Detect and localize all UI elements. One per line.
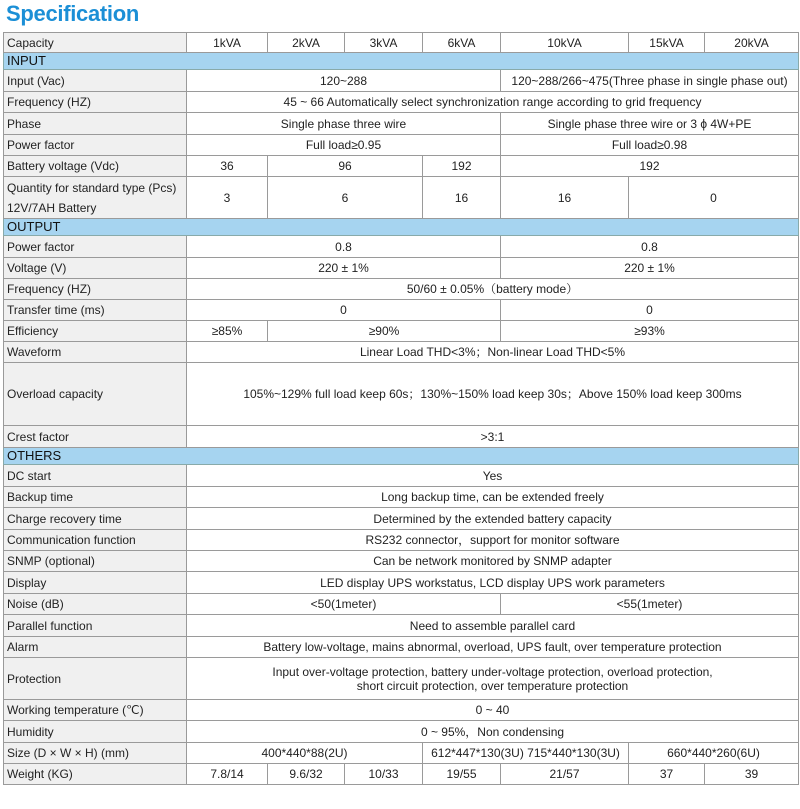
value-cell: Full load≥0.95 [187, 135, 501, 156]
table-row [4, 300, 799, 321]
value-cell: Yes [187, 465, 799, 487]
value-cell: 0.8 [187, 236, 501, 258]
protection-line-2: short circuit protection, over temperature protection [356, 678, 629, 693]
table-row [4, 721, 799, 743]
table-row [4, 530, 799, 551]
value-cell: ≥93% [501, 321, 799, 342]
row-label: Quantity for standard type (Pcs) 12V/7AH Battery [4, 177, 187, 219]
value-cell: Single phase three wire [187, 113, 501, 135]
value-cell: Long backup time, can be extended freely [187, 487, 799, 508]
table-row [4, 764, 799, 785]
table-row [4, 258, 799, 279]
section-title: OUTPUT [4, 219, 799, 236]
capacity-cell: 1kVA [187, 33, 268, 53]
page-title: Specification [6, 1, 140, 26]
table-row [4, 465, 799, 487]
value-cell: 660*440*260(6U) [629, 743, 799, 764]
value-cell: 50/60 ± 0.05%（battery mode） [187, 279, 799, 300]
value-cell: 3 [187, 177, 268, 219]
row-label: DC start [4, 465, 187, 487]
value-cell: Battery low-voltage, mains abnormal, overload, UPS fault, over temperature protection [187, 637, 799, 658]
row-label: Waveform [4, 342, 187, 363]
capacity-cell: 2kVA [268, 33, 345, 53]
value-cell: 19/55 [423, 764, 501, 785]
table-row [4, 279, 799, 300]
value-cell: 36 [187, 156, 268, 177]
table-row [4, 135, 799, 156]
row-label: SNMP (optional) [4, 551, 187, 572]
value-cell: 6 [268, 177, 423, 219]
value-cell: ≥85% [187, 321, 268, 342]
value-cell: Can be network monitored by SNMP adapter [187, 551, 799, 572]
row-label: Battery voltage (Vdc) [4, 156, 187, 177]
row-label: Frequency (HZ) [4, 279, 187, 300]
row-label: Backup time [4, 487, 187, 508]
row-label: Charge recovery time [4, 508, 187, 530]
value-cell: Full load≥0.98 [501, 135, 799, 156]
table-row [4, 637, 799, 658]
table-row [4, 572, 799, 594]
value-cell: 0 [629, 177, 799, 219]
section-header-output [4, 219, 799, 236]
value-cell: 0 [501, 300, 799, 321]
value-cell: 0 ~ 40 [187, 700, 799, 721]
row-label: Phase [4, 113, 187, 135]
row-label: Overload capacity [4, 363, 187, 426]
value-cell [187, 658, 799, 700]
capacity-cell: 20kVA [705, 33, 799, 53]
value-cell: >3:1 [187, 426, 799, 448]
table-row [4, 594, 799, 615]
value-cell: 7.8/14 [187, 764, 268, 785]
value-cell: 9.6/32 [268, 764, 345, 785]
value-cell: 0 ~ 95%，Non condensing [187, 721, 799, 743]
value-cell: 16 [501, 177, 629, 219]
value-cell: 0.8 [501, 236, 799, 258]
capacity-cell: 15kVA [629, 33, 705, 53]
value-cell: 10/33 [345, 764, 423, 785]
value-cell: Linear Load THD<3%；Non-linear Load THD<5% [187, 342, 799, 363]
row-label: Weight (KG) [4, 764, 187, 785]
row-label: Frequency (HZ) [4, 92, 187, 113]
table-row [4, 487, 799, 508]
row-label: Alarm [4, 637, 187, 658]
row-label: Working temperature (℃) [4, 700, 187, 721]
value-cell: 21/57 [501, 764, 629, 785]
row-label: Parallel function [4, 615, 187, 637]
value-cell: 37 [629, 764, 705, 785]
row-label: Noise (dB) [4, 594, 187, 615]
table-row [4, 92, 799, 113]
table-row [4, 236, 799, 258]
value-cell: 192 [423, 156, 501, 177]
section-header-input [4, 53, 799, 70]
value-cell: Single phase three wire or 3 ϕ 4W+PE [501, 113, 799, 135]
table-row [4, 658, 799, 700]
value-cell: RS232 connector，support for monitor software [187, 530, 799, 551]
table-row [4, 551, 799, 572]
section-title: OTHERS [4, 448, 799, 465]
row-label: Voltage (V) [4, 258, 187, 279]
value-cell: 400*440*88(2U) [187, 743, 423, 764]
value-cell: 220 ± 1% [187, 258, 501, 279]
value-cell: LED display UPS workstatus, LCD display UPS work parameters [187, 572, 799, 594]
value-cell: 612*447*130(3U) 715*440*130(3U) [423, 743, 629, 764]
row-label: Protection [4, 658, 187, 700]
value-cell: 39 [705, 764, 799, 785]
table-row [4, 177, 799, 219]
row-label: Humidity [4, 721, 187, 743]
value-cell: 120~288/266~475(Three phase in single phase out) [501, 70, 799, 92]
protection-line-1: Input over-voltage protection, battery under-voltage protection, overload protection, [272, 664, 713, 679]
row-label: Transfer time (ms) [4, 300, 187, 321]
table-row [4, 33, 799, 53]
table-row [4, 156, 799, 177]
table-row [4, 113, 799, 135]
table-row [4, 700, 799, 721]
table-row [4, 342, 799, 363]
section-header-others [4, 448, 799, 465]
table-row [4, 321, 799, 342]
value-cell: 45 ~ 66 Automatically select synchronization range according to grid frequency [187, 92, 799, 113]
value-cell: <50(1meter) [187, 594, 501, 615]
value-cell: 0 [187, 300, 501, 321]
value-cell: ≥90% [268, 321, 501, 342]
spec-table [3, 32, 799, 785]
value-cell: 96 [268, 156, 423, 177]
value-cell: Need to assemble parallel card [187, 615, 799, 637]
table-row [4, 743, 799, 764]
row-label: Efficiency [4, 321, 187, 342]
value-cell: 192 [501, 156, 799, 177]
value-cell: 120~288 [187, 70, 501, 92]
row-label: Input (Vac) [4, 70, 187, 92]
section-title: INPUT [4, 53, 799, 70]
value-cell: Determined by the extended battery capacity [187, 508, 799, 530]
row-label: Power factor [4, 135, 187, 156]
value-cell: 105%~129% full load keep 60s；130%~150% load keep 30s；Above 150% load keep 300ms [187, 363, 799, 426]
row-label: Power factor [4, 236, 187, 258]
row-label: Communication function [4, 530, 187, 551]
table-row [4, 615, 799, 637]
table-row [4, 70, 799, 92]
row-label: Display [4, 572, 187, 594]
capacity-cell: 6kVA [423, 33, 501, 53]
table-row [4, 363, 799, 426]
value-cell: 220 ± 1% [501, 258, 799, 279]
value-cell: <55(1meter) [501, 594, 799, 615]
row-label: Size (D × W × H) (mm) [4, 743, 187, 764]
table-row [4, 508, 799, 530]
row-label: Crest factor [4, 426, 187, 448]
capacity-cell: 10kVA [501, 33, 629, 53]
table-row [4, 426, 799, 448]
capacity-cell: 3kVA [345, 33, 423, 53]
value-cell: 16 [423, 177, 501, 219]
row-label: Capacity [4, 33, 187, 53]
